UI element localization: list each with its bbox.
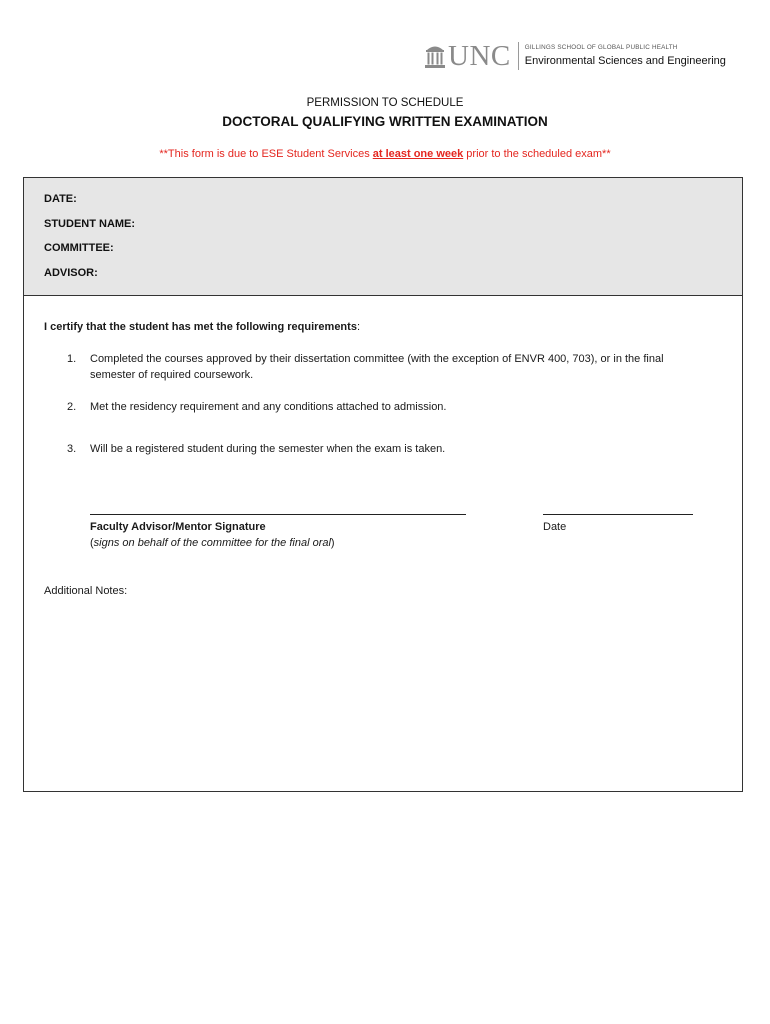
requirement-number: 3.: [67, 443, 77, 455]
signature-line[interactable]: [90, 514, 466, 515]
requirement-text: Completed the courses approved by their dissertation committee (with the exception of ENVR 400, 703), or in the final semester of required coursework.: [90, 353, 664, 381]
requirement-text: Met the residency requirement and any conditions attached to admission.: [90, 401, 447, 413]
requirement-number: 1.: [67, 353, 77, 365]
signature-note: [90, 537, 335, 549]
signature-label: Faculty Advisor/Mentor Signature: [90, 521, 266, 533]
form-box: [23, 177, 743, 792]
requirement-item: [67, 441, 710, 457]
info-panel: [24, 178, 742, 296]
certify-text: I certify that the student has met the following requirements: [44, 321, 357, 333]
logo-department: Environmental Sciences and Engineering: [524, 55, 726, 68]
student-name-field[interactable]: STUDENT NAME:: [44, 217, 136, 230]
date-label: Date: [543, 521, 567, 533]
form-subtitle: PERMISSION TO SCHEDULE: [306, 97, 464, 109]
logo-unc-text: UNC: [448, 39, 511, 72]
additional-notes-label: Additional Notes:: [44, 585, 128, 597]
logo-divider: [518, 42, 519, 70]
form-title: DOCTORAL QUALIFYING WRITTEN EXAMINATION: [222, 114, 548, 129]
due-note: [0, 148, 770, 160]
due-note-prefix: **This form is due to ESE Student Services: [159, 148, 373, 160]
date-line[interactable]: [543, 514, 693, 515]
advisor-field[interactable]: ADVISOR:: [44, 266, 98, 279]
logo-mark: [425, 39, 511, 72]
due-note-emphasis: at least one week: [372, 148, 464, 160]
unc-logo: [425, 40, 726, 72]
certify-statement: [44, 321, 360, 333]
requirement-item: [67, 351, 710, 383]
certify-colon: :: [356, 321, 360, 333]
committee-field[interactable]: COMMITTEE:: [44, 242, 114, 254]
signature-note-close: ): [330, 537, 335, 549]
requirement-item: [67, 399, 710, 415]
due-note-suffix: prior to the scheduled exam**: [463, 148, 611, 160]
logo-school-name: GILLINGS SCHOOL OF GLOBAL PUBLIC HEALTH: [524, 43, 678, 51]
logo-text: [525, 45, 726, 67]
requirement-text: Will be a registered student during the semester when the exam is taken.: [90, 443, 446, 455]
date-field[interactable]: DATE:: [44, 193, 77, 205]
old-well-icon: [425, 43, 445, 69]
requirement-number: 2.: [67, 401, 77, 413]
signature-note-open: (: [90, 537, 94, 549]
signature-note-text: signs on behalf of the committee for the final oral: [93, 537, 331, 549]
